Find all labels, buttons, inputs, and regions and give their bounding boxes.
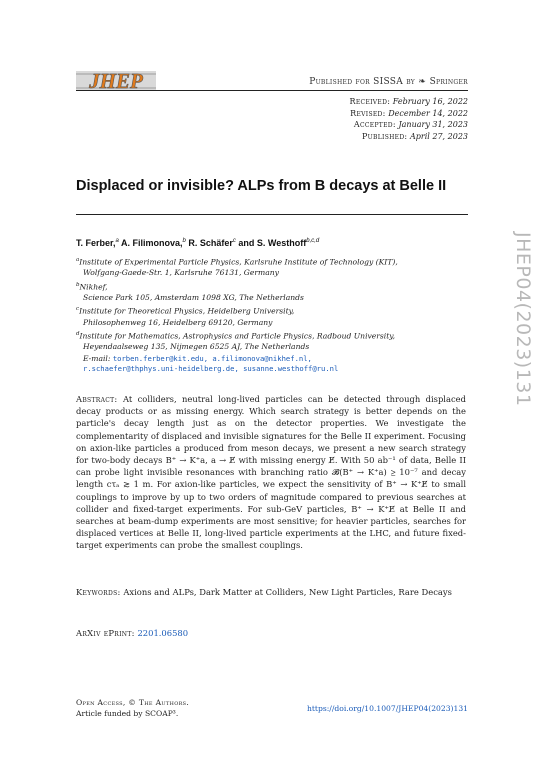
sidebar-identifier xyxy=(496,232,534,482)
abstract xyxy=(76,393,466,552)
arxiv-link[interactable]: 2201.06580 xyxy=(137,628,189,638)
header-rule xyxy=(76,90,468,91)
abstract-label: Abstract: xyxy=(76,394,118,404)
doi-link[interactable]: https://doi.org/10.1007/JHEP04(2023)131 xyxy=(306,704,468,713)
affiliation-item: $^a$Institute of Experimental Particle Physics, Karlsruhe Institute of Technology (KIT), Wolfgang-Gaede-Str. 1, Karlsruhe 76131, Germany xyxy=(76,257,398,278)
svg-text:JHEP: JHEP xyxy=(89,69,143,93)
email-block xyxy=(76,354,476,375)
date-revised: Revised: December 14, 2022 xyxy=(350,108,468,118)
abstract-text: At colliders, neutral long-lived particles can be detected through displaced decay products or as missing energy. Which search strategy is better depends on the particle's decay length just as on the detector properties. We investigate the complementarity of displaced and invisible signatures for the Belle II experiment. Focusing on axion-like particles a produced from meson decays, we present a new search strategy for two-body decays B⁺ → K⁺a, a → E̸ with missing energy E̸. With 50 ab⁻¹ of data, Belle II can probe light invisible resonances with branching ratio 𝓑(B⁺ → K⁺a) ≳ 10⁻⁷ and decay length cτₐ ≳ 1 m. For axion-like particles, we expect the sensitivity of B⁺ → K⁺E̸ to small couplings to improve by up to two orders of magnitude compared to previous searches at collider and fixed-target experiments. For sub-GeV particles, B⁺ → K⁺E̸ at Belle II and searches at beam-dump experiments are most sensitive; for heavier particles, searches for displaced vertices at Belle II, long-lived particle experiments at the LHC, and future fixed-target experiments can probe the smallest couplings. xyxy=(76,394,466,551)
funding-text: Article funded by SCOAP³. xyxy=(76,708,179,718)
published-for-text: Published for SISSA by xyxy=(309,77,416,87)
date-published: Published: April 27, 2023 xyxy=(362,131,468,141)
springer-icon: ❧ xyxy=(418,77,427,87)
dates-block xyxy=(350,96,468,142)
author: A. Filimonova,$^b$ xyxy=(118,238,186,248)
email-label: E-mail: xyxy=(83,353,111,363)
published-for-line xyxy=(309,77,468,87)
title-rule xyxy=(76,214,468,215)
affiliation-item: $^b$Nikhef, Science Park 105, Amsterdam 1098 XG, The Netherlands xyxy=(76,281,304,302)
sidebar-identifier-text: JHEP04(2023)131 xyxy=(512,232,534,407)
arxiv-eprint xyxy=(76,628,188,638)
keywords-text: Axions and ALPs, Dark Matter at Colliders, New Light Particles, Rare Decays xyxy=(123,587,452,597)
affiliation-item: $^d$Institute for Mathematics, Astrophysics and Particle Physics, Radboud University, Heyendaalseweg 135, Nijmegen 6525 AJ, The Netherlands xyxy=(76,331,395,352)
email-link[interactable]: r.schaefer@thphys.uni-heidelberg.de, susanne.westhoff@ru.nl xyxy=(83,364,339,374)
paper-title: Displaced or invisible? ALPs from B decays at Belle II xyxy=(76,178,447,194)
author: and S. Westhoff$^{b,c,d}$ xyxy=(235,238,320,248)
author: R. Schäfer$^c$ xyxy=(185,238,236,248)
keywords xyxy=(76,586,466,598)
email-link[interactable]: torben.ferber@kit.edu, a.filimonova@nikhef.nl, xyxy=(112,353,312,363)
author-list xyxy=(76,238,319,248)
affiliation-item: $^c$Institute for Theoretical Physics, Heidelberg University, Philosophenweg 16, Heidelberg 69120, Germany xyxy=(76,306,295,327)
date-received: Received: February 16, 2022 xyxy=(349,97,468,106)
affiliations xyxy=(76,255,476,375)
date-accepted: Accepted: January 31, 2023 xyxy=(353,120,468,129)
author: T. Ferber,$^a$ xyxy=(76,238,119,248)
arxiv-label: ArXiv ePrint: xyxy=(76,628,135,638)
publisher-name: Springer xyxy=(429,77,468,87)
keywords-label: Keywords: xyxy=(76,587,121,597)
footer-license xyxy=(76,698,189,719)
open-access-text: Open Access, © The Authors. xyxy=(76,698,190,707)
